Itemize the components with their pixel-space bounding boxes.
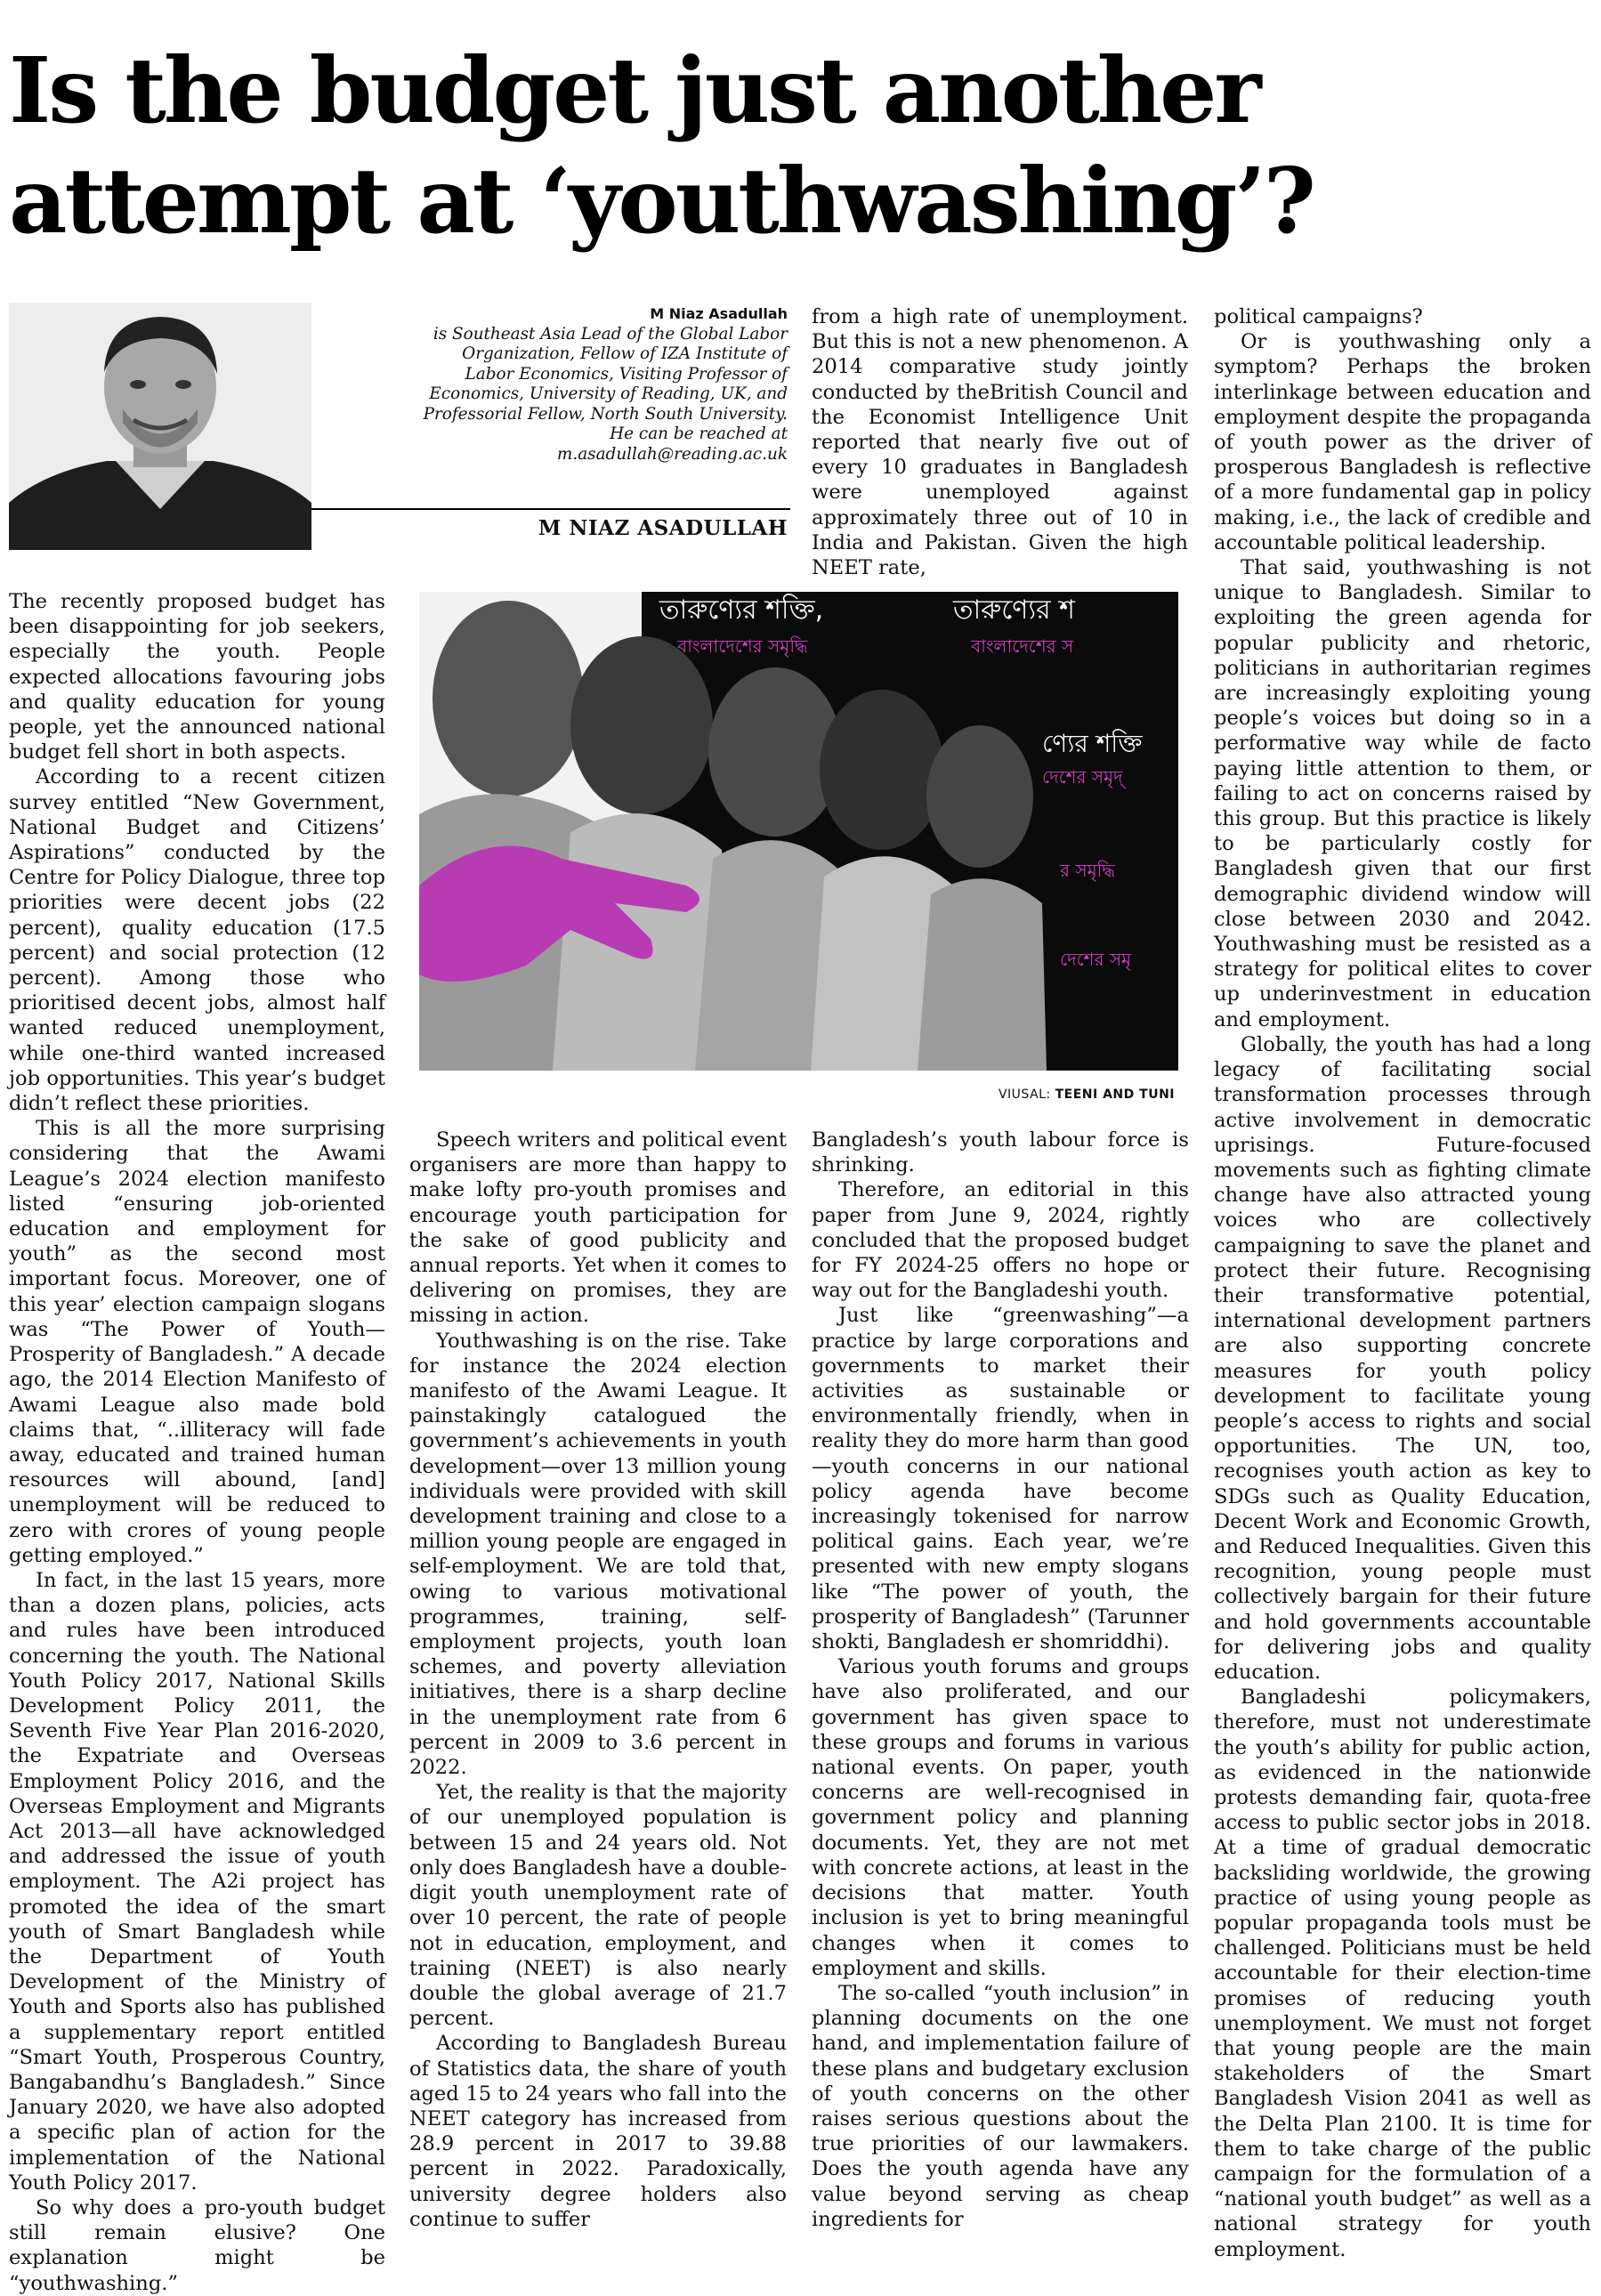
paragraph: Bangladeshi policymakers, therefore, must not underestimate the youth’s ability for public action, as evidenced in the nationwide protests demanding fair, quota-free access to public sector jobs in 2018. At a time of gradual democratic backsliding worldwide, the growing practice of using young people as popular propaganda tools must be challenged. Politicians must be held accountable for their election-time promises of reducing youth unemployment. We must not forget that young people are the main stakeholders of the Smart Bangladesh Vision 2041 as well as the Delta Plan 2100. It is time for them to take charge of the public campaign for the formulation of a “national youth budget” as well as a national strategy for youth employment. (1214, 1686, 1591, 2261)
column-3-bottom (812, 1128, 1189, 2232)
paragraph: Speech writers and political event organisers are more than happy to make lofty pro-youth promises and encourage youth participation for the sake of good publicity and annual reports. Yet when it comes to delivering on promises, they are missing in action. (409, 1128, 787, 1328)
paragraph: from a high rate of unemployment. But this is not a new phenomenon. A 2014 comparative study jointly conducted by theBritish Council and the Economist Intelligence Unit reported that nearly five out of every 10 graduates in Bangladesh were unemployed against approximately three out of 10 in India and Pakistan. Given the high NEET rate, (812, 305, 1188, 580)
paragraph: According to a recent citizen survey entitled “New Government, National Budget and Citizens’ Aspirations” conducted by the Centre for Policy Dialogue, three top priorities were decent jobs (22 percent), quality education (17.5 percent) and social protection (12 percent). Among those who prioritised decent jobs, almost half wanted reduced unemployment, while one-third wanted increased job opportunities. This year’s budget didn’t reflect these priorities. (9, 765, 385, 1116)
paragraph: Bangladesh’s youth labour force is shrinking. (812, 1128, 1189, 1177)
paragraph: That said, youthwashing is not unique to Bangladesh. Similar to exploiting the green agenda for popular publicity and rhetoric, politicians in authoritarian regimes are increasingly exploiting young people’s voices but doing so in a performative way while de facto paying little attention to them, or failing to act on concerns raised by this group. But this practice is likely to be particularly costly for Bangladesh given that our first demographic dividend window will close between 2030 and 2042. Youthwashing must be resisted as a strategy for political elites to cover up underinvestment in education and employment. (1214, 556, 1591, 1031)
byline: M NIAZ ASADULLAH (538, 516, 788, 540)
column-3-top (812, 304, 1188, 580)
slogan-text: র সমৃদ্ধি (1060, 860, 1116, 881)
youth-crowd-illustration (419, 592, 1178, 1071)
slogan-text: ণ্যের শক্তি (1042, 729, 1143, 758)
paragraph: The so-called “youth inclusion” in planning documents on the one hand, and implementation failure of these plans and budgetary exclusion of youth concerns on the other raises serious questions about the true priorities of our lawmakers. Does the youth agenda have any value beyond serving as cheap ingredients for (812, 1981, 1189, 2231)
slogan-text: দেশের সমৃদ্ (1042, 766, 1123, 788)
slogan-text: বাংলাদেশের সমৃদ্ধি (677, 635, 808, 657)
author-portrait-image (9, 303, 311, 550)
paragraph: According to Bangladesh Bureau of Statistics data, the share of youth aged 15 to 24 years who fall into the NEET category has increased from 28.9 percent in 2017 to 39.88 percent in 2022. Paradoxically, university degree holders also continue to suffer (409, 2032, 787, 2231)
author-name: M Niaz Asadullah (650, 305, 788, 322)
column-1 (9, 589, 385, 2296)
paragraph: Or is youthwashing only a symptom? Perhaps the broken interlinkage between education and employment despite the propaganda of youth power as the driver of prosperous Bangladesh is reflective of a more fundamental gap in policy making, i.e., the lack of credible and accountable political leadership. (1214, 330, 1591, 554)
paragraph: Just like “greenwashing”—a practice by large corporations and governments to market their activities as sustainable or environmentally friendly, when in reality they do more harm than good—youth concerns in our national policy agenda have become increasingly tokenised for narrow political gains. Each year, we’re presented with new empty slogans like “The power of youth, the prosperity of Bangladesh” (Tarunner shokti, Bangladesh er shomriddhi). (812, 1304, 1189, 1654)
credit-names: TEENI AND TUNI (1055, 1087, 1175, 1102)
column-4 (1214, 304, 1591, 2262)
paragraph: Youthwashing is on the rise. Take for instance the 2024 election manifesto of the Awami League. It painstakingly catalogued the government’s achievements in youth development—over 13 million young individuals were provided with skill development training and close to a million young people are engaged in self-employment. We are told that, owing to various motivational programmes, training, self-employment projects, youth loan schemes, and poverty alleviation initiatives, there is a sharp decline in the unemployment rate from 6 percent in 2009 to 3.6 percent in 2022. (409, 1329, 787, 1780)
author-bio-text: is Southeast Asia Lead of the Global Labor Organization, Fellow of IZA Institute of Labor Economics, Visiting Professor of Economics, University of Reading, UK, and Professorial Fellow, North South University. He can be reached at m.asadullah@reading.ac.uk (423, 324, 788, 464)
paragraph: Various youth forums and groups have also proliferated, and our government has given space to these groups and forums in various national events. On paper, youth concerns are well-recognised in government policy and planning documents. Yet, they are not met with concrete actions, at least in the decisions that matter. Youth inclusion is yet to bring meaningful changes when it comes to employment and skills. (812, 1655, 1189, 1980)
slogan-text: তারুণ্যের শক্তি, (659, 594, 824, 626)
column-2 (409, 1128, 787, 2232)
author-photo (9, 303, 311, 550)
paragraph: In fact, in the last 15 years, more than a dozen plans, policies, acts and rules have been introduced concerning the youth. The National Youth Policy 2017, National Skills Development Policy 2011, the Seventh Five Year Plan 2016-2020, the Expatriate and Overseas Employment Policy 2016, and the Overseas Employment and Migrants Act 2013—all have acknowledged and addressed the issue of youth employment. The A2i project has promoted the idea of the smart youth of Smart Bangladesh while the Department of Youth Development of the Ministry of Youth and Sports also has published a supplementary report entitled “Smart Youth, Prosperous Country, Bangabandhu’s Bangladesh.” Since January 2020, we have also adopted a specific plan of action for the implementation of the National Youth Policy 2017. (9, 1568, 385, 2195)
credit-label: VIUSAL: (998, 1087, 1051, 1102)
paragraph: Globally, the youth has had a long legacy of facilitating social transformation processes through active involvement in democratic uprisings. Future-focused movements such as fighting climate change have also attracted young voices who are collectively campaigning to save the planet and protect their future. Recognising their transformative potential, international development partners are also supporting concrete measures for youth policy development to facilitate young people’s access to rights and social opportunities. The UN, too, recognises youth action as key to SDGs such as Quality Education, Decent Work and Economic Growth, and Reduced Inequalities. Given this recognition, young people must collectively bargain for their future and hold governments accountable for delivering jobs and quality education. (1214, 1032, 1591, 1684)
slogan-text: তারুণ্যের শ (953, 594, 1075, 626)
illustration (419, 592, 1178, 1071)
paragraph: So why does a pro-youth budget still remain elusive? One explanation might be “youthwashing.” (9, 2196, 385, 2295)
slogan-text: দেশের সমৃ (1060, 949, 1132, 970)
author-bio (418, 304, 788, 465)
paragraph: political campaigns? (1214, 305, 1423, 328)
paragraph: Yet, the reality is that the majority of our unemployed population is between 15 and 24 years old. Not only does Bangladesh have a double-digit youth unemployment rate of over 10 percent, the rate of people not in education, employment, and training (NEET) is also nearly double the global average of 21.7 percent. (409, 1781, 787, 2031)
byline-rule (311, 508, 790, 510)
paragraph: Therefore, an editorial in this paper from June 9, 2024, rightly concluded that the proposed budget for FY 2024-25 offers no hope or way out for the Bangladeshi youth. (812, 1178, 1189, 1303)
paragraph: This is all the more surprising considering that the Awami League’s 2024 election manifesto listed “ensuring job-oriented education and employment for youth” as the second most important focus. Moreover, one of this year’ election campaign slogans was “The Power of Youth—Prosperity of Bangladesh.” A decade ago, the 2014 Election Manifesto of Awami League also made bold claims that, “..illiteracy will fade away, educated and trained human resources will abound, [and] unemployment will be reduced to zero with crores of young people getting employed.” (9, 1117, 385, 1567)
headline: Is the budget just another attempt at ‘youthwashing’? (9, 37, 1314, 254)
slogan-text: বাংলাদেশের স (971, 635, 1074, 657)
paragraph: The recently proposed budget has been disappointing for job seekers, especially the youth. People expected allocations favouring jobs and quality education for young people, yet the announced national budget fell short in both aspects. (9, 590, 385, 764)
illustration-credit (890, 1087, 1175, 1102)
